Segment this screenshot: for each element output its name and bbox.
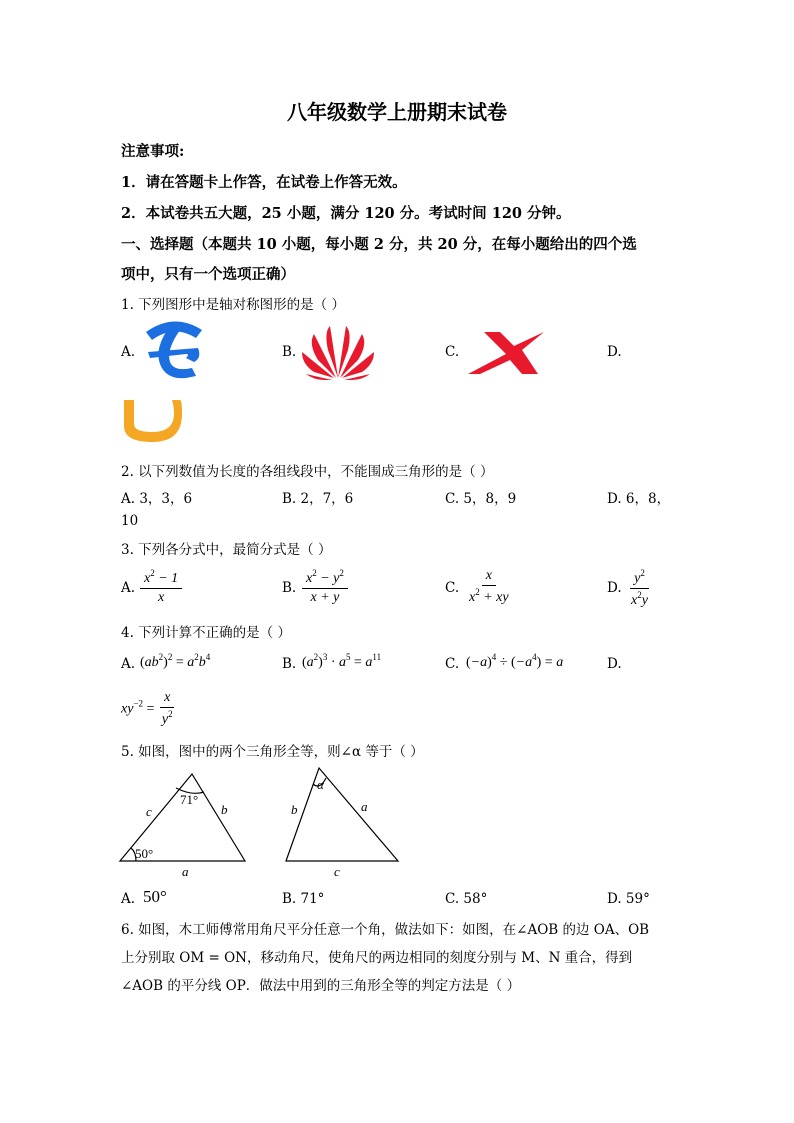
q3-option-a-label: A. [121, 580, 136, 596]
q5-option-a-value: 50° [143, 887, 167, 906]
telecom-e-logo-icon [140, 318, 208, 384]
q5-option-a-label: A. [121, 891, 136, 907]
q1-option-d-label: D. [607, 344, 622, 360]
q3-option-d-label: D. [607, 580, 622, 596]
q3-option-b-fraction: $\frac{x^2 - y^2}{x + y}$ [302, 568, 348, 606]
q4-option-c-expression: $(-a)^4 \div (-a^4) = a$ [466, 652, 564, 670]
question-4-stem: 4. 下列计算不正确的是（ ） [121, 625, 291, 641]
q4-option-b-label: B. [282, 656, 297, 672]
q5-option-d: D. 59° [607, 891, 650, 907]
tri2-side-right: a [361, 799, 368, 814]
notes-heading: 注意事项: [121, 143, 185, 160]
page-title: 八年级数学上册期末试卷 [287, 100, 507, 124]
q5-option-b: B. 71° [282, 891, 325, 907]
question-1-stem: 1. 下列图形中是轴对称图形的是（ ） [121, 297, 345, 313]
q1-option-c-label: C. [445, 344, 460, 360]
question-2-stem: 2. 以下列数值为长度的各组线段中，不能围成三角形的是（ ） [121, 464, 494, 480]
notes-item-1: 1．请在答题卡上作答，在试卷上作答无效。 [121, 174, 407, 191]
q3-option-c-fraction: $\frac{x}{x^2 + xy}$ [469, 568, 509, 606]
tri2-angle-top: α [317, 777, 324, 792]
q4-option-d-expression: $xy^{-2}$ = $\frac{x}{y^2}$ [121, 690, 173, 728]
section-heading-line-1: 一、选择题（本题共 10 小题，每小题 2 分，共 20 分，在每小题给出的四个选 [121, 236, 637, 253]
tri1-side-bottom: a [182, 864, 189, 879]
q4-option-a-label: A. [121, 656, 136, 672]
tri2-side-bottom: c [334, 864, 340, 879]
question-5-stem: 5. 如图，图中的两个三角形全等，则∠α 等于（ ） [121, 744, 424, 760]
tri1-angle-top: 71° [180, 792, 199, 807]
triangle-2 [286, 768, 398, 861]
q2-option-b: B. 2，7，6 [282, 491, 354, 507]
q3-option-c-label: C. [445, 580, 460, 596]
q2-option-d-continued: 10 [121, 513, 139, 529]
q2-option-a: A. 3，3，6 [121, 491, 193, 507]
tri2-side-left: b [291, 802, 298, 817]
question-6-line-1: 6. 如图，木工师傅常用角尺平分任意一个角，做法如下：如图，在∠AOB 的边 OA、OB [121, 922, 650, 938]
q3-option-b-label: B. [282, 580, 297, 596]
red-x-logo-icon [466, 330, 548, 376]
q1-option-a-label: A. [121, 344, 136, 360]
q3-option-a-fraction: $\frac{x^2 - 1}{x}$ [140, 568, 182, 606]
q4-option-d-label: D. [607, 656, 622, 672]
notes-item-2: 2．本试卷共五大题，25 小题，满分 120 分。考试时间 120 分钟。 [121, 205, 571, 222]
huawei-logo-icon [300, 322, 376, 380]
question-6-line-3: ∠AOB 的平分线 OP．做法中用到的三角形全等的判定方法是（ ） [121, 978, 521, 994]
q4-option-b-expression: $(a^2)^3 \cdot a^5 = a^{11}$ [302, 652, 382, 670]
section-heading-line-2: 项中，只有一个选项正确） [121, 266, 295, 283]
q4-option-c-label: C. [445, 656, 460, 672]
congruent-triangles-figure [114, 764, 404, 880]
q5-option-c: C. 58° [445, 891, 488, 907]
q1-option-b-label: B. [282, 344, 297, 360]
q3-option-d-fraction: $\frac{y^2}{x^2y}$ [631, 568, 648, 609]
orange-d-logo-icon [122, 396, 184, 444]
tri1-side-right: b [221, 802, 228, 817]
tri1-angle-left: 50° [135, 846, 154, 861]
tri1-side-left: c [146, 804, 152, 819]
question-3-stem: 3. 下列各分式中，最简分式是（ ） [121, 542, 332, 558]
q4-option-a-expression: $(ab^2)^2 = a^2b^4$ [140, 652, 211, 670]
question-6-line-2: 上分别取 OM = ON，移动角尺，使角尺的两边相同的刻度分别与 M、N 重合，得到 [121, 950, 633, 966]
q2-option-d: D. 6，8， [607, 491, 671, 507]
q2-option-c: C. 5，8，9 [445, 491, 517, 507]
